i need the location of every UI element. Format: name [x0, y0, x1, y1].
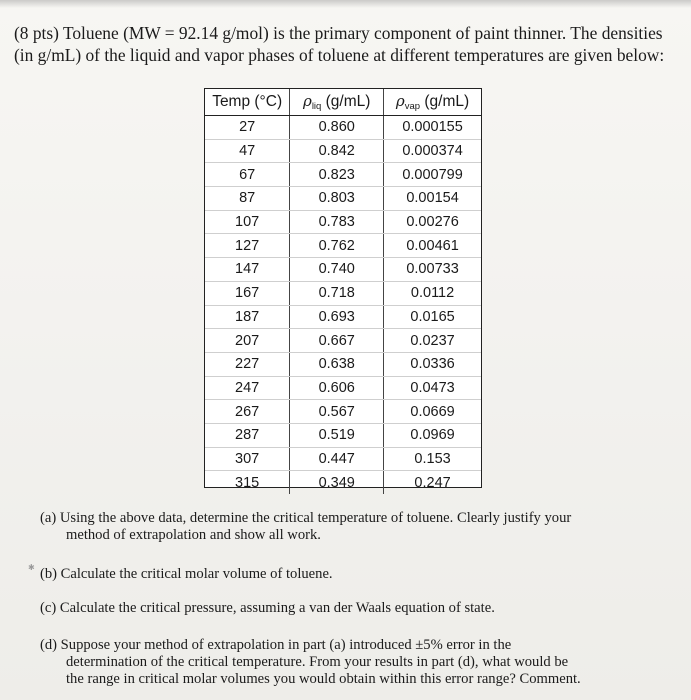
density-table [204, 88, 482, 491]
cell-rho-vap: 0.0165 [384, 305, 481, 329]
intro-line-1: (8 pts) Toluene (MW = 92.14 g/mol) is the primary component of paint thinner. The densities [14, 23, 663, 43]
cell-rho-liq: 0.740 [290, 258, 384, 282]
cell-temp: 315 [205, 471, 290, 494]
table-row [205, 305, 481, 329]
cell-rho-liq: 0.693 [290, 305, 384, 329]
cell-rho-vap: 0.000799 [384, 163, 481, 187]
cell-temp: 47 [205, 139, 290, 163]
cell-temp: 127 [205, 234, 290, 258]
vap-unit: (g/mL) [420, 93, 470, 110]
cell-rho-vap: 0.0112 [384, 281, 481, 305]
cell-rho-vap: 0.0336 [384, 352, 481, 376]
cell-rho-vap: 0.0669 [384, 400, 481, 424]
intro-line-2: (in g/mL) of the liquid and vapor phases of toluene at different temperatures are given below: [14, 45, 665, 65]
cell-temp: 107 [205, 210, 290, 234]
table-header-row [205, 89, 481, 116]
cell-temp: 207 [205, 329, 290, 353]
cell-rho-vap: 0.000374 [384, 139, 481, 163]
cell-temp: 307 [205, 447, 290, 471]
table-row [205, 234, 481, 258]
cell-rho-liq: 0.567 [290, 400, 384, 424]
cell-rho-vap: 0.000155 [384, 116, 481, 140]
cell-rho-vap: 0.0969 [384, 423, 481, 447]
table-row [205, 187, 481, 211]
rho-symbol: ρ [395, 92, 405, 110]
cell-temp: 287 [205, 423, 290, 447]
cell-rho-liq: 0.762 [290, 234, 384, 258]
cell-rho-liq: 0.606 [290, 376, 384, 400]
cell-temp: 187 [205, 305, 290, 329]
cell-rho-liq: 0.667 [290, 329, 384, 353]
table-row [205, 352, 481, 376]
cell-rho-liq: 0.823 [290, 163, 384, 187]
question-a-line-2: method of extrapolation and show all work. [66, 527, 321, 543]
table-row [205, 471, 481, 494]
cell-rho-liq: 0.349 [290, 471, 384, 494]
liq-subscript: liq [311, 101, 322, 112]
cell-rho-liq: 0.519 [290, 423, 384, 447]
cell-rho-vap: 0.00154 [384, 187, 481, 211]
question-d-line-3: the range in critical molar volumes you would obtain within this error range? Comment. [66, 671, 581, 687]
liq-unit: (g/mL) [321, 93, 371, 110]
problem-intro [14, 22, 691, 66]
cell-rho-vap: 0.00461 [384, 234, 481, 258]
cell-rho-vap: 0.153 [384, 447, 481, 471]
cell-temp: 227 [205, 352, 290, 376]
cell-rho-liq: 0.783 [290, 210, 384, 234]
page-top-shadow [0, 0, 691, 8]
cell-rho-liq: 0.860 [290, 116, 384, 140]
question-a-line-1: (a) Using the above data, determine the critical temperature of toluene. Clearly justify your [40, 510, 572, 526]
cell-rho-vap: 0.00733 [384, 258, 481, 282]
cell-temp: 247 [205, 376, 290, 400]
question-a [40, 510, 571, 544]
cell-rho-vap: 0.0237 [384, 329, 481, 353]
density-table-grid [205, 89, 481, 494]
question-c: (c) Calculate the critical pressure, assuming a van der Waals equation of state. [40, 600, 495, 616]
table-row [205, 163, 481, 187]
question-d [40, 637, 581, 688]
cell-rho-liq: 0.638 [290, 352, 384, 376]
table-row [205, 400, 481, 424]
rho-symbol: ρ [302, 92, 312, 110]
table-row [205, 423, 481, 447]
table-row [205, 139, 481, 163]
table-row [205, 210, 481, 234]
cell-rho-vap: 0.0473 [384, 376, 481, 400]
table-row [205, 258, 481, 282]
cell-rho-liq: 0.447 [290, 447, 384, 471]
question-b: (b) Calculate the critical molar volume of toluene. [40, 566, 333, 582]
question-d-line-1: (d) Suppose your method of extrapolation in part (a) introduced ±5% error in the [40, 637, 512, 653]
header-temp: Temp (°C) [205, 89, 290, 116]
header-rho-liq [290, 89, 384, 116]
table-row [205, 376, 481, 400]
cell-rho-liq: 0.718 [290, 281, 384, 305]
table-row [205, 116, 481, 140]
cell-temp: 267 [205, 400, 290, 424]
cell-rho-liq: 0.842 [290, 139, 384, 163]
table-row [205, 281, 481, 305]
cell-rho-liq: 0.803 [290, 187, 384, 211]
vap-subscript: vap [404, 101, 421, 112]
cell-temp: 67 [205, 163, 290, 187]
header-rho-vap [384, 89, 481, 116]
cell-rho-vap: 0.00276 [384, 210, 481, 234]
table-row [205, 329, 481, 353]
question-d-line-2: determination of the critical temperature. From your results in part (d), what would be [66, 654, 569, 670]
cell-temp: 147 [205, 258, 290, 282]
cell-temp: 27 [205, 116, 290, 140]
stray-mark-decoration: ✱ [28, 563, 35, 572]
table-row [205, 447, 481, 471]
cell-rho-vap: 0.247 [414, 474, 451, 491]
cell-temp: 167 [205, 281, 290, 305]
cell-temp: 87 [205, 187, 290, 211]
